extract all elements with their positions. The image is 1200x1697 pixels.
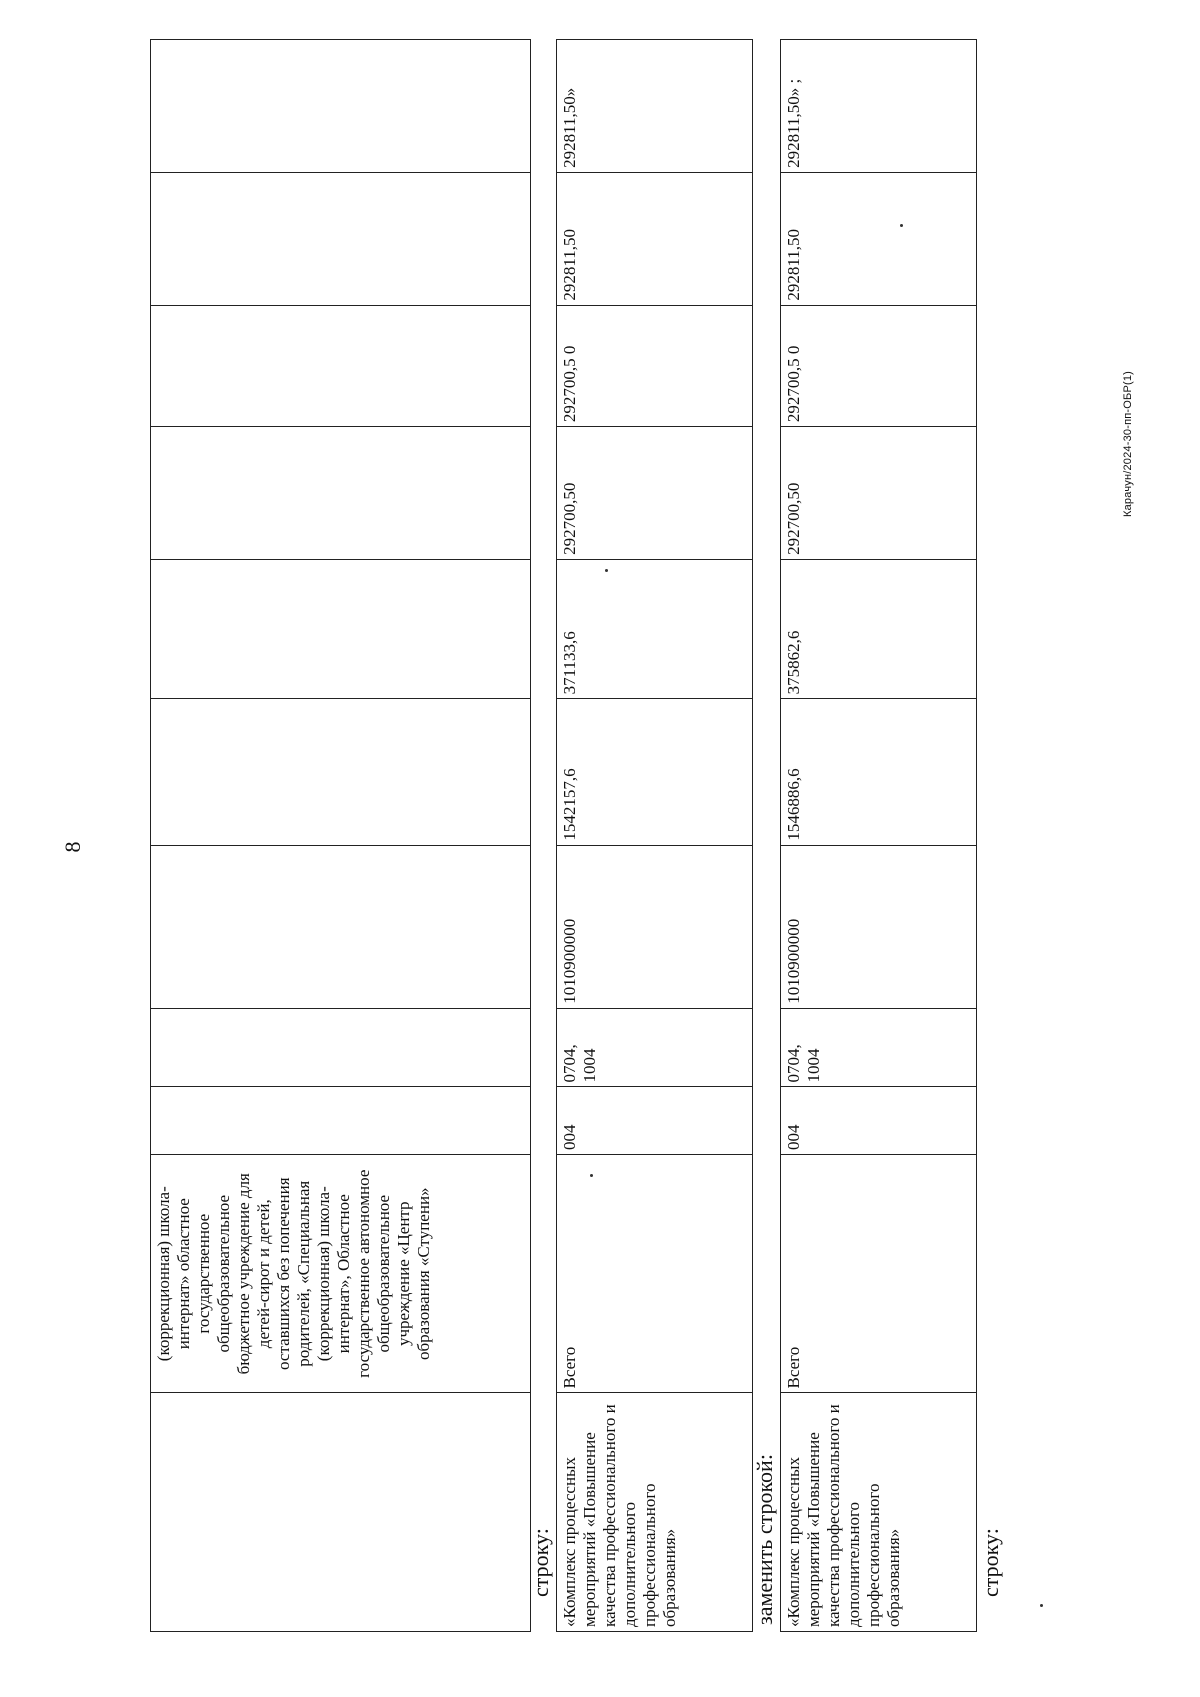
year-cell: 292811,50» ;: [781, 40, 977, 173]
executor-cell: Всего: [557, 1154, 753, 1393]
label-stroku: строку:: [528, 1528, 553, 1597]
executor-cell: Всего: [781, 1154, 977, 1393]
empty-cell: [151, 172, 531, 305]
year-cell: 292811,50»: [557, 40, 753, 173]
year-cell: 292811,50: [557, 172, 753, 305]
total-cell: 1542157,6: [557, 699, 753, 845]
program-name-cell: «Комплекс процессных мероприятий «Повышение качества профессионального и дополнительного профессионального образования»: [781, 1393, 977, 1632]
rzpr-cell: 0704, 1004: [557, 1008, 753, 1087]
csr-cell: 1010900000: [557, 845, 753, 1008]
page-number: 8: [60, 841, 85, 853]
csr-cell: 1010900000: [781, 845, 977, 1008]
program-name-cell: «Комплекс процессных мероприятий «Повышение качества профессионального и дополнительного профессионального образования»: [557, 1393, 753, 1632]
empty-cell: [151, 1008, 531, 1087]
label-zamenit: заменить строкой:: [752, 1454, 777, 1625]
empty-cell: [151, 559, 531, 699]
year-cell: 292700,50: [781, 427, 977, 560]
total-cell: 1546886,6: [781, 699, 977, 845]
year-cell: 292700,5 0: [781, 305, 977, 427]
year-cell: 292700,5 0: [557, 305, 753, 427]
empty-cell: [151, 40, 531, 173]
empty-cell: [151, 305, 531, 427]
empty-cell: [151, 1393, 531, 1632]
recipients-cell: (коррекционная) школа-интернат» областное государственное общеобразовательное бюджетное учреждение для детей-сирот и детей, оставшихся без попечения родителей, «Специальная (коррекционная) школа-интернат», Областное государственное автономное общеобразовательное учреждение «Центр образования «Ступени»: [151, 1154, 531, 1393]
year-cell: 292811,50: [781, 172, 977, 305]
year-cell: 375862,6: [781, 559, 977, 699]
continuation-table: [150, 39, 531, 1632]
old-row-table: [556, 39, 753, 1632]
new-row-table: [780, 39, 977, 1632]
empty-cell: [151, 699, 531, 845]
year-cell: 371133,6: [557, 559, 753, 699]
scan-speck: [605, 569, 608, 572]
grbs-cell: 004: [557, 1087, 753, 1155]
year-cell: 292700,50: [557, 427, 753, 560]
empty-cell: [151, 427, 531, 560]
label-stroku-2: строку:: [978, 1528, 1003, 1597]
footer-code: Карачун/2024-30-пп-ОБР(1): [1122, 370, 1134, 517]
empty-cell: [151, 1087, 531, 1155]
rzpr-cell: 0704, 1004: [781, 1008, 977, 1087]
scan-speck: [590, 1174, 593, 1177]
scan-speck: [900, 224, 903, 227]
grbs-cell: 004: [781, 1087, 977, 1155]
scan-speck: [1040, 1604, 1043, 1607]
empty-cell: [151, 845, 531, 1008]
